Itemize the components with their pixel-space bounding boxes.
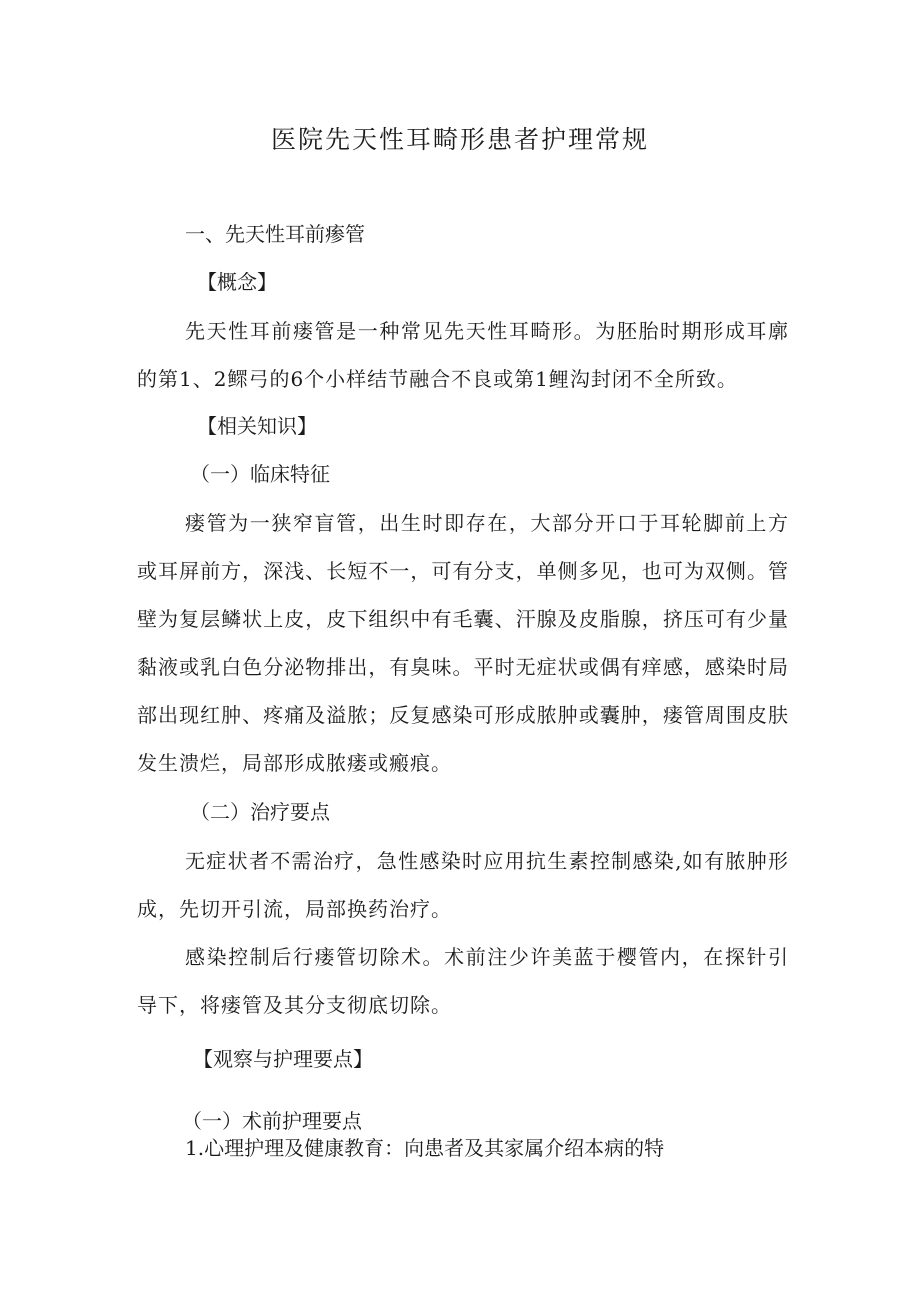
treatment-paragraph-2: 感染控制后行瘘管切除术。术前注少许美蓝于樱管内，在探针引导下，将瘘管及其分支彻底切除。: [137, 945, 789, 1017]
treatment-paragraph-1: 无症状者不需治疗，急性感染时应用抗生素控制感染,如有脓肿形成，先切开引流，局部换药治疗。: [137, 849, 789, 921]
page-title: 医院先天性耳畸形患者护理常规: [270, 125, 649, 154]
concept-label: 【概念】: [197, 270, 277, 294]
section-heading-preauricular-fistula: 一、先天性耳前瘆管: [185, 222, 365, 246]
nursing-key-points-label: 【观察与护理要点】: [193, 1047, 373, 1071]
preoperative-item-1: 1.心理护理及健康教育：向患者及其家属介绍本病的特: [185, 1136, 665, 1160]
preoperative-nursing-heading: （一）术前护理要点: [182, 1109, 362, 1133]
clinical-features-paragraph: 瘘管为一狭窄盲管，出生时即存在，大部分开口于耳轮脚前上方或耳屏前方，深浅、长短不一，可有分支，单侧多见，也可为双侧。管壁为复层鳞状上皮，皮下组织中有毛囊、汗腺及皮脂腺，挤压可有少量黏液或乳白色分泌物排出，有臭味。平时无症状或偶有痒感，感染时局部出现红肿、疼痛及溢脓；反复感染可形成脓肿或囊肿，瘘管周围皮肤发生溃烂，局部形成脓瘘或瘢痕。: [137, 511, 789, 775]
clinical-features-heading: （一）临床特征: [190, 462, 330, 486]
concept-paragraph: 先天性耳前瘘管是一种常见先天性耳畸形。为胚胎时期形成耳廓的第1、2鳏弓的6个小样结节融合不良或第1鲤沟封闭不全所致。: [137, 319, 789, 391]
treatment-heading: （二）治疗要点: [190, 800, 330, 824]
related-knowledge-label: 【相关知识】: [197, 414, 317, 438]
